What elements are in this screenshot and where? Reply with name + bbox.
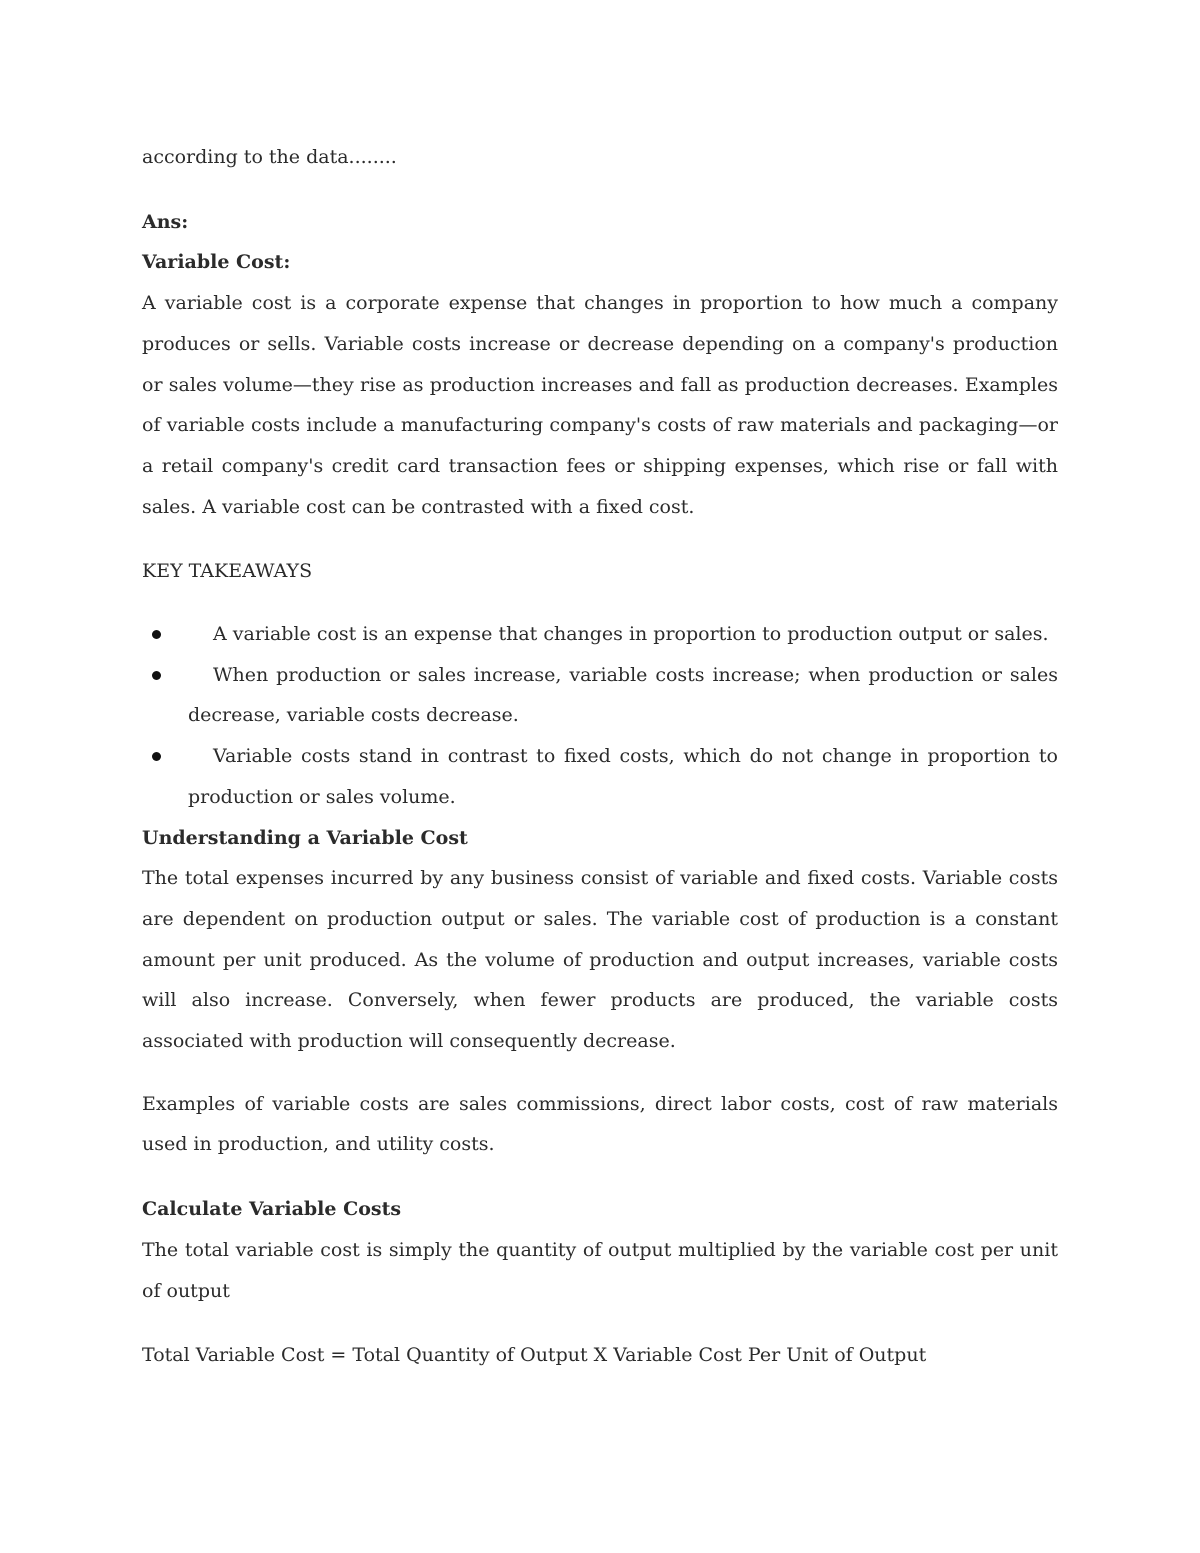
list-item [142,655,1058,736]
intro-text: according to the data........ [142,146,397,168]
list-item [142,614,1058,655]
list-item-text: Variable costs stand in contrast to fixed costs, which do not change in proportion to production or sales volume. [188,745,1058,808]
key-takeaways-heading: KEY TAKEAWAYS [142,560,313,583]
examples-paragraph: Examples of variable costs are sales commissions, direct labor costs, cost of raw materials used in production, and utility costs. [142,1092,1058,1156]
bullet-icon [152,671,161,680]
list-item-text: When production or sales increase, variable costs increase; when production or sales decrease, variable costs decrease. [188,663,1058,727]
calculate-paragraph: The total variable cost is simply the quantity of output multiplied by the variable cost per unit of output [142,1238,1058,1302]
calculate-heading: Calculate Variable Costs [142,1198,402,1221]
document-page [142,137,1058,1376]
bullet-icon [152,630,161,639]
understanding-heading: Understanding a Variable Cost [142,826,468,849]
list-item-text: A variable cost is an expense that changes in proportion to production output or sales. [213,623,1049,646]
variable-cost-paragraph: A variable cost is a corporate expense that changes in proportion to how much a company produces or sells. Variable costs increase or decrease depending on a company's production or sales volume—they rise as production increases and fall as production decreases. Examples of variable costs include a manufacturing company's costs of raw materials and packaging—or a retail company's credit card transaction fees or shipping expenses, which rise or fall with sales. A variable cost can be contrasted with a fixed cost. [142,292,1058,518]
ans-label: Ans: [142,210,189,233]
variable-cost-heading: Variable Cost: [142,251,291,274]
bullet-icon [152,752,161,761]
understanding-paragraph: The total expenses incurred by any business consist of variable and fixed costs. Variable costs are dependent on production output or sales. The variable cost of production is a constant amount per unit produced. As the volume of production and output increases, variable costs will also increase. Conversely, when fewer products are produced, the variable costs associated with production will consequently decrease. [142,867,1058,1053]
formula-text: Total Variable Cost = Total Quantity of Output X Variable Cost Per Unit of Output [142,1344,927,1367]
list-item [142,736,1058,817]
key-takeaways-list [142,614,1058,818]
